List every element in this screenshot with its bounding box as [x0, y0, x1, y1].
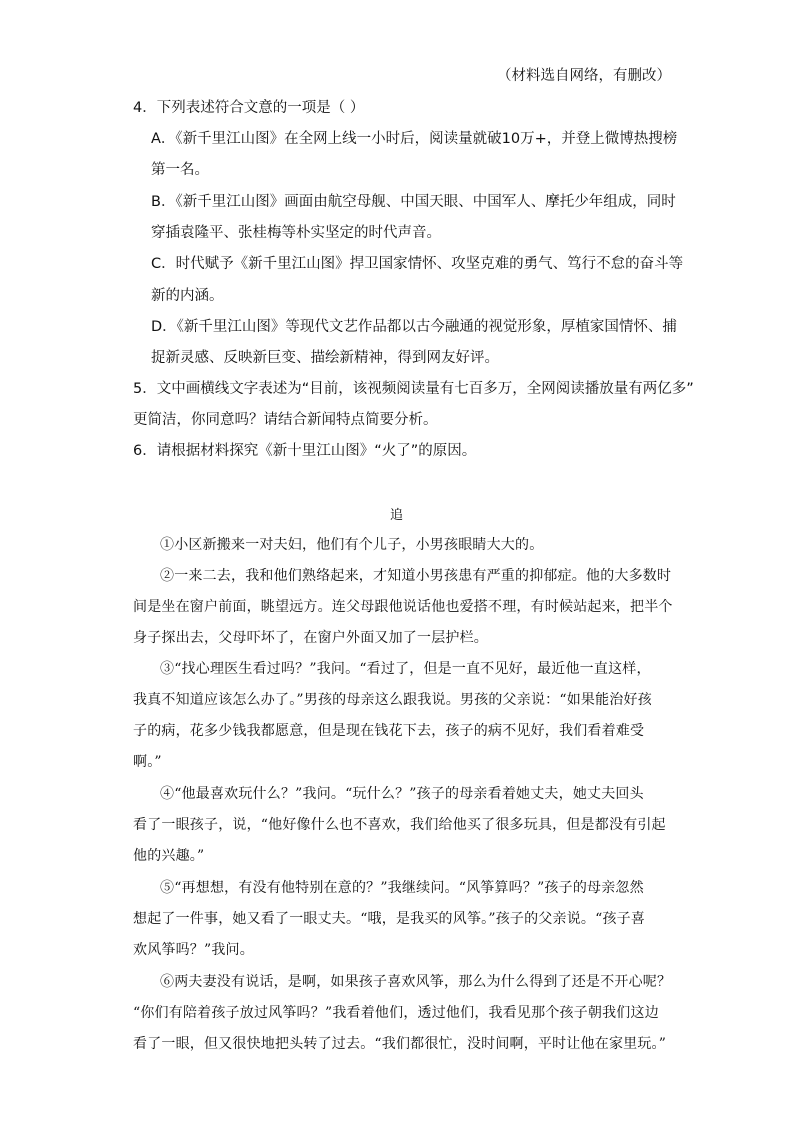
question-4-option-a-line1: A．《新千里江山图》在全网上线一小时后，阅读量就破10万+，并登上微博热搜榜 [151, 131, 678, 147]
story-line: 看了一眼，但又很快地把头转了过去。“我们都很忙，没时间啊，平时让他在家里玩。” [133, 1036, 667, 1052]
story-line: ⑤“再想想，有没有他特别在意的？”我继续问。“风筝算吗？”孩子的母亲忽然 [160, 880, 644, 896]
story-line: 啊。” [133, 754, 162, 770]
question-6: 6．请根据材料探究《新十里江山图》“火了”的原因。 [133, 443, 477, 459]
story-line: ①小区新搬来一对夫妇，他们有个儿子，小男孩眼睛大大的。 [160, 537, 544, 553]
story-line: 欢风筝吗？”我问。 [133, 942, 254, 958]
question-4-stem: 4．下列表述符合文意的一项是（ ） [133, 100, 365, 116]
question-5-line2: 更简洁，你同意吗？请结合新闻特点简要分析。 [133, 412, 438, 428]
question-5-line1: 5．文中画横线文字表述为“目前，该视频阅读量有七百多万，全网阅读播放量有两亿多” [133, 381, 694, 397]
question-4-option-a-line2: 第一名。 [151, 162, 209, 178]
story-line: 间是坐在窗户前面，眺望远方。连父母跟他说话他也爱搭不理，有时候站起来，把半个 [133, 599, 673, 615]
story-line: 身子探出去，父母吓坏了，在窗户外面又加了一层护栏。 [133, 630, 488, 646]
story-line: 子的病，花多少钱我都愿意，但是现在钱花下去，孩子的病不见好，我们看着难受 [133, 723, 645, 739]
question-4-option-b-line2: 穿插袁隆平、张桂梅等朴实坚定的时代声音。 [151, 225, 441, 241]
story-line: ⑥两夫妻没有说话，是啊，如果孩子喜欢风筝，那么为什么得到了还是不开心呢？ [160, 974, 672, 990]
story-title: 追 [390, 508, 404, 523]
question-4-option-c-line1: C．时代赋予《新千里江山图》捍卫国家情怀、攻坚克难的勇气、笃行不怠的奋斗等 [151, 256, 684, 272]
story-line: ③“找心理医生看过吗？”我问。“看过了，但是一直不见好，最近他一直这样， [160, 661, 651, 677]
question-4-option-b-line1: B．《新千里江山图》画面由航空母舰、中国天眼、中国军人、摩托少年组成，同时 [151, 194, 676, 210]
story-line: 我真不知道应该怎么办了。”男孩的母亲这么跟我说。男孩的父亲说：“如果能治好孩 [133, 692, 652, 708]
source-note: （材料选自网络，有删改） [497, 68, 671, 84]
story-line: “你们有陪着孩子放过风筝吗？”我看着他们，透过他们，我看见那个孩子朝我们这边 [133, 1005, 659, 1021]
question-4-option-d-line2: 捉新灵感、反映新巨变、描绘新精神，得到网友好评。 [151, 350, 499, 366]
story-line: 想起了一件事，她又看了一眼丈夫。“哦，是我买的风筝。”孩子的父亲说。“孩子喜 [133, 911, 646, 927]
story-line: ④“他最喜欢玩什么？”我问。“玩什么？”孩子的母亲看着她丈夫，她丈夫回头 [160, 786, 644, 802]
question-4-option-c-line2: 新的内涵。 [151, 288, 224, 304]
story-line: 他的兴趣。” [133, 848, 205, 864]
story-line: 看了一眼孩子，说，“他好像什么也不喜欢，我们给他买了很多玩具，但是都没有引起 [133, 817, 666, 833]
story-line: ②一来二去，我和他们熟络起来，才知道小男孩患有严重的抑郁症。他的大多数时 [160, 568, 672, 584]
question-4-option-d-line1: D．《新千里江山图》等现代文艺作品都以古今融通的视觉形象，厚植家国情怀、捕 [151, 319, 677, 335]
